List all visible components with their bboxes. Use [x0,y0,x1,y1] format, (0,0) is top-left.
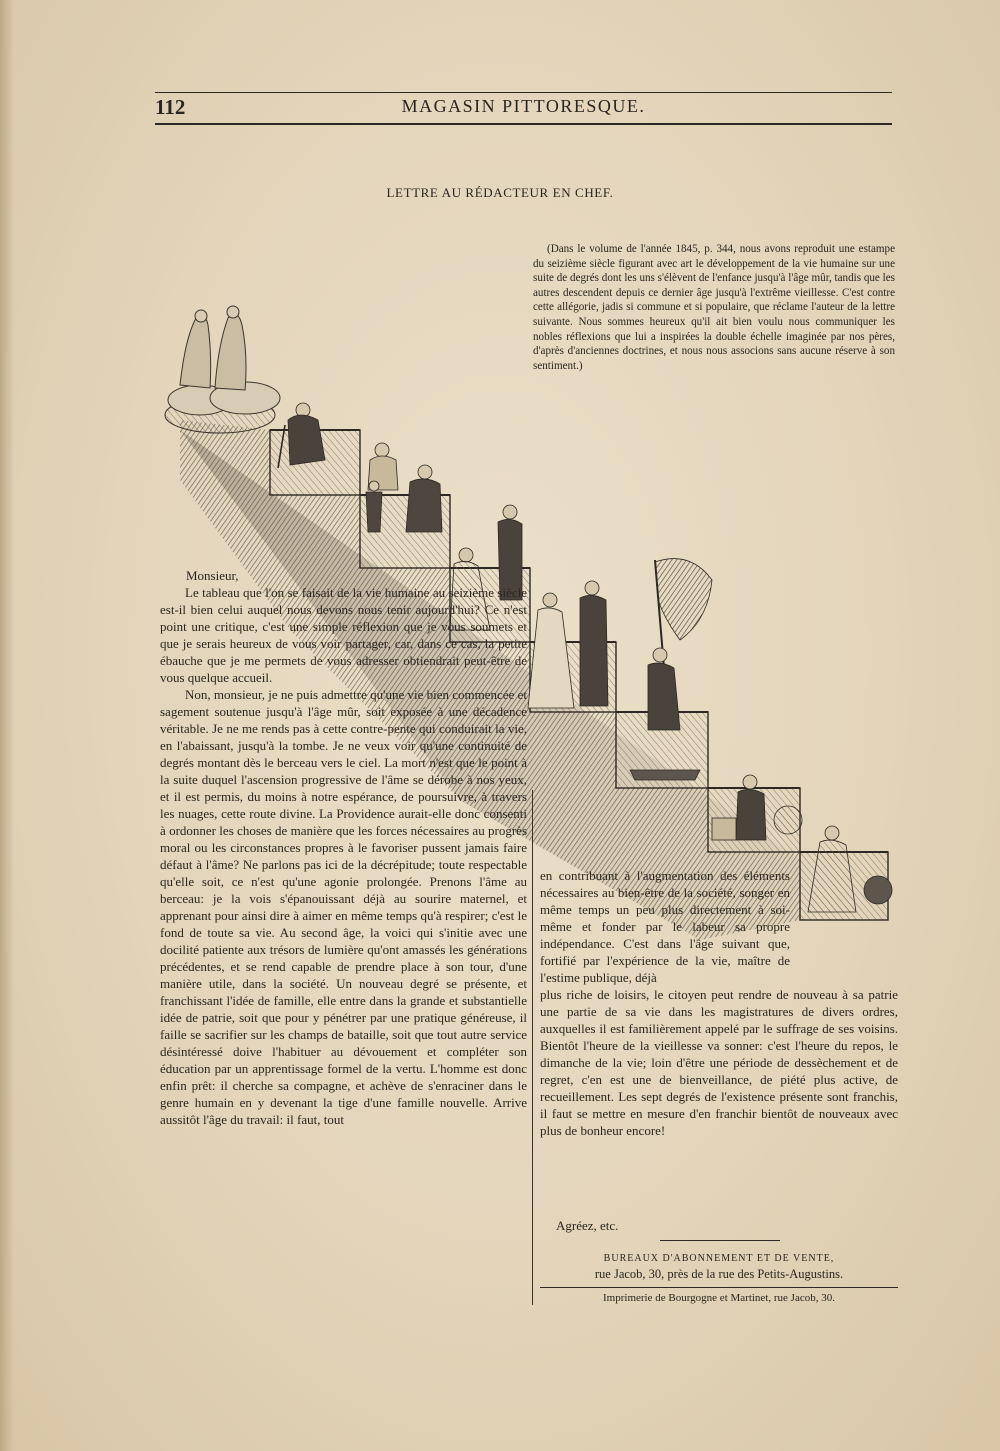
subscription-info [540,1252,898,1282]
article-column-right [540,867,898,1139]
closing-rule [660,1240,780,1241]
printer-imprint: Imprimerie de Bourgogne et Martinet, rue Jacob, 30. [540,1287,898,1304]
paragraph-2: Non, monsieur, je ne puis admettre qu'une vie bien commencée et sagement soutenue jusqu'à l'âge mûr, soit exposée à une décadence véritable. Je ne me rends pas à cette contre-pente qui conduirait la vie, en l'abaissant, jusqu'à la tombe. Je ne veux voir qu'une continuité de degrés montant dès le berceau vers le ciel. La mort n'est que le point à la suite duquel l'ascension progressive de l'âme se dérobe à nos yeux, et il est permis, du moins à notre espérance, de poursuivre, à travers les nuages, cette route divine. La Providence aurait-elle donc consenti à ordonner les choses de manière que les forces nécessaires au progrès moral ou les circonstances propres à le favoriser pussent jamais faire défaut à l'âme? Ne parlons pas ici de la décrépitude; toute respectable qu'elle soit, ce n'est qu'une agonie prolongée. Prenons l'âme au berceau: je la vois s'épanouissant déjà au sourire maternel, et apprenant pour ainsi dire à aimer en même temps qu'à respirer; c'est le fond de toute sa vie. Au second âge, la voici qui s'initie avec une docilité patiente aux trésors de lumière qu'ont amassés les générations précédentes, et se rend capable de prendre place à son tour, d'une manière utile, dans la société. Un nouveau degré se présente, et franchissant l'idée de famille, elle entre dans la grande et substantielle idée de patrie, soit que pour y pénétrer par une pratique généreuse, il faille se sacrifier sur les champs de bataille, soit que tout autre service désintéressé doive l'habituer au dévouement et compléter son éducation par un apprentissage formel de la vertu. L'homme est donc enfin prêt: il cherche sa compagne, et achève de s'enraciner dans le genre humain en y devenant la tige d'une famille nouvelle. Arrive aussitôt l'âge du travail: il faut, tout [160,687,527,1127]
salutation: Monsieur, [186,568,239,583]
subscription-title: BUREAUX D'ABONNEMENT ET DE VENTE, [603,1253,835,1264]
page-number: 112 [155,95,186,119]
magazine-title: MAGASIN PITTORESQUE. [401,96,646,116]
editor-note: (Dans le volume de l'année 1845, p. 344, nous avons reproduit une estampe du seizième siècle figurant avec art le développement de la vie humaine sur une suite de degrés dont les uns s'élèvent de l'enfance jusqu'à l'âge mûr, tandis que les autres descendent depuis ce dernier âge jusqu'à l'extrême vieillesse. C'est contre cette allégorie, jadis si commune et si populaire, que réclame l'auteur de la lettre suivante. Nous sommes heureux qu'il ait bien voulu nous communiquer les nobles réflexions que lui a inspirées la double échelle imaginée par nos pères, d'après d'anciennes doctrines, et nous nous associons sans aucune réserve à son sentiment.) [533,243,895,372]
paragraph-3-wrap: en contribuant à l'augmentation des éléments nécessaires au bien-être de la société, songer en même temps un peu plus directement à soi-même et fonder par le labeur sa propre indépendance. C'est dans l'âge suivant que, fortifié par l'expérience de la vie, maître de l'estime publique, déjà [540,868,790,985]
subscription-address: rue Jacob, 30, près de la rue des Petits-Augustins. [594,1267,844,1281]
article-title: LETTRE AU RÉDACTEUR EN CHEF. [386,185,614,200]
cloud-angels-figure [165,306,280,433]
paragraph-1: Le tableau que l'on se faisait de la vie humaine au seizième siècle est-il bien celui auquel nous devons nous tenir aujourd'hui? Ce n'est point une critique, c'est une simple réflexion que je vous soumets et que je serais heureux de vous voir partager, car, dans ce cas, la petite ébauche que je me permets de vous adresser obtiendrait peut-être de vous quelque accueil. [160,585,527,685]
closing: Agréez, etc. [556,1218,619,1233]
page-header [155,92,892,125]
column-divider [532,790,533,1305]
paper-edge-stain [0,0,14,1451]
article-column-left [160,567,527,1128]
paragraph-3-full: plus riche de loisirs, le citoyen peut rendre de nouveau à sa patrie une partie de sa vie dans les magistratures de divers ordres, auxquelles il est familièrement appelé par le suffrage de ses voisins. Bientôt l'heure de la vieillesse va sonner: c'est l'heure du repos, le dimanche de la vie; loin d'être une période de dessèchement et de regret, c'en est une de bienveillance, de piété plus active, de recueillement. Les sept degrés de l'existence présente sont franchis, il faut se mettre en mesure d'en franchir bientôt de nouveaux avec plus de bonheur encore! [540,987,898,1138]
